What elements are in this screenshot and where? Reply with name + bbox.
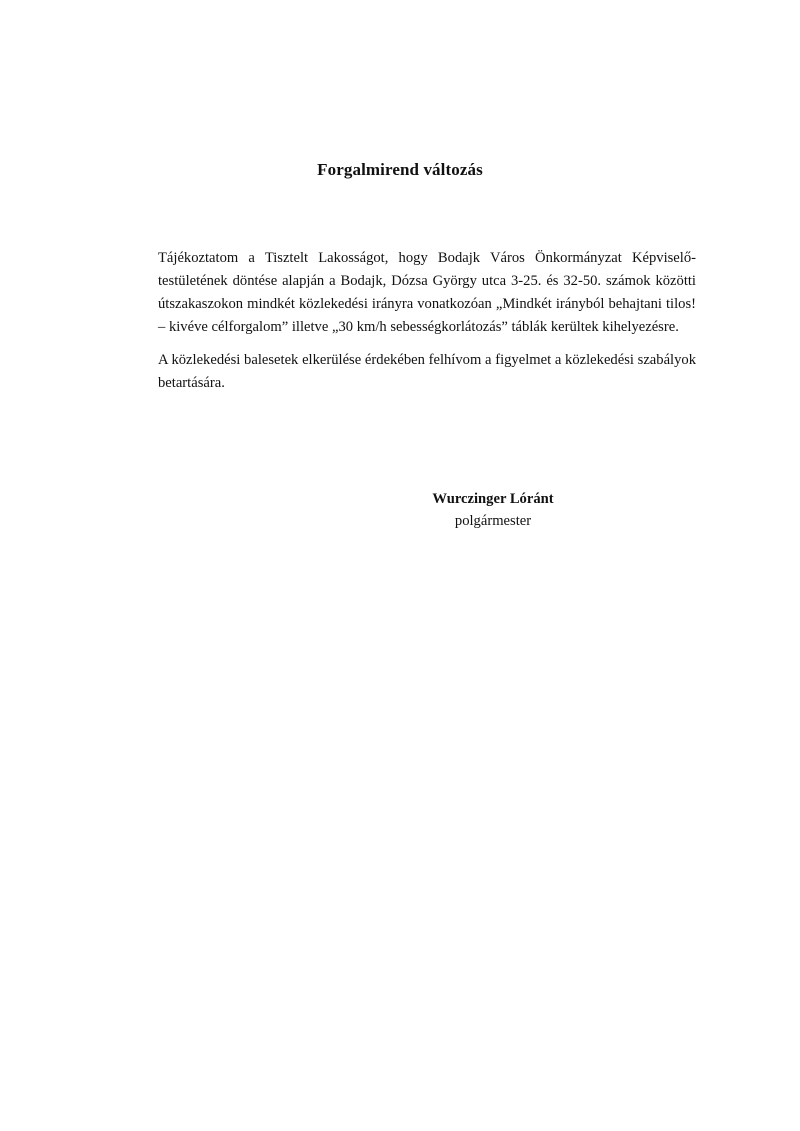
body-paragraph-appeal: A közlekedési balesetek elkerülése érdekében felhívom a figyelmet a közlekedési szabályok betartására. xyxy=(158,352,696,391)
signer-name: Wurczinger Lóránt xyxy=(432,491,554,507)
document-title: Forgalmirend változás xyxy=(317,160,483,179)
document-body xyxy=(158,247,696,405)
signature-block xyxy=(418,487,568,531)
body-paragraph-notice: Tájékoztatom a Tisztelt Lakosságot, hogy Bodajk Város Önkormányzat Képviselő-testületének döntése alapján a Bodajk, Dózsa György utca 3-25. és 32-50. számok közötti útszakaszokon mindkét közlekedési irányra vonatkozóan „Mindkét irányból behajtani tilos! – kivéve célforgalom” illetve „30 km/h sebességkorlátozás” táblák kerültek kihelyezésre. xyxy=(158,250,696,335)
signer-role: polgármester xyxy=(454,513,532,529)
